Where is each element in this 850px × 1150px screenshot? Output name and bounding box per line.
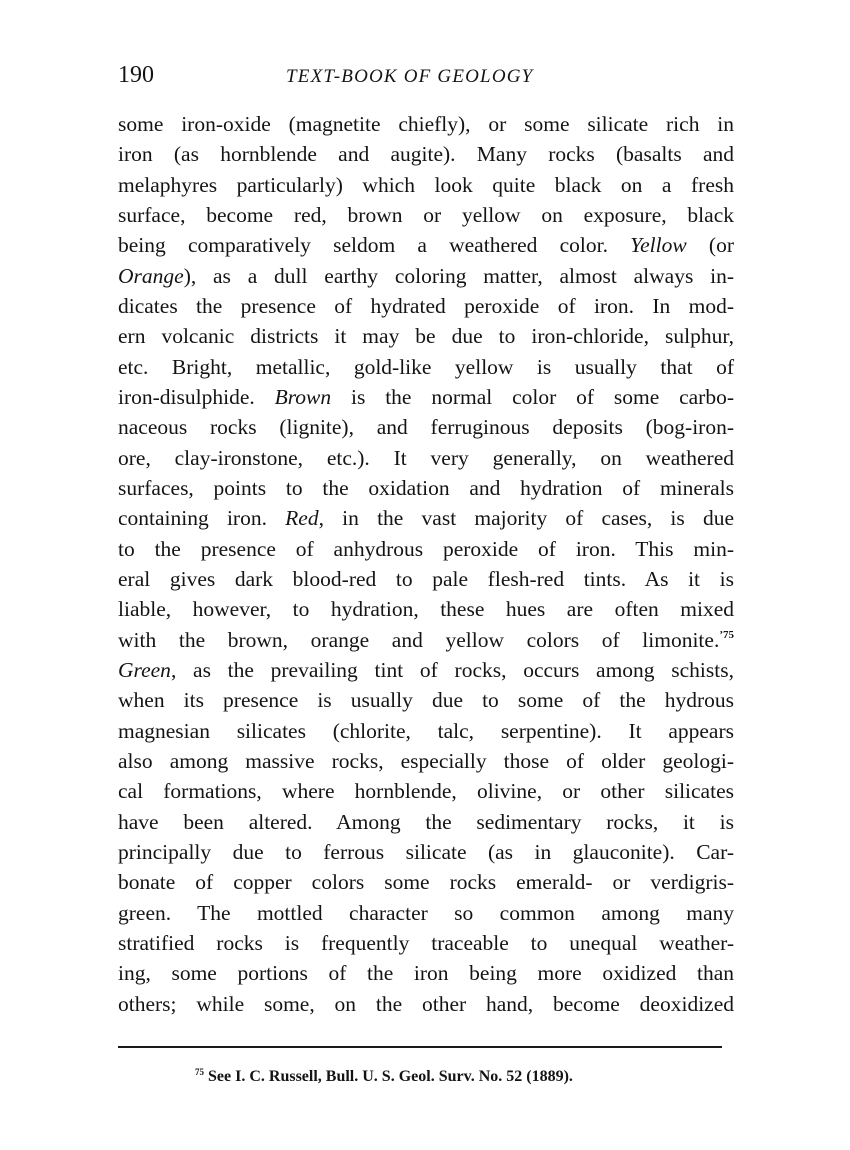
text-line [118, 776, 734, 806]
footnote [195, 1066, 573, 1088]
text-line [118, 928, 734, 958]
text-line [118, 109, 734, 139]
text-segment: with the brown, orange and yellow colors of limonite. [118, 627, 720, 652]
text-line [118, 534, 734, 564]
text-segment: magnesian silicates (chlorite, talc, serpentine). It appears [118, 718, 734, 743]
running-head: TEXT-BOOK OF GEOLOGY [286, 66, 534, 87]
text-line [118, 989, 734, 1019]
text-segment: containing iron. [118, 506, 286, 531]
text-line [118, 594, 734, 624]
text-segment: green. The mottled character so common among many [118, 900, 734, 925]
text-line [118, 139, 734, 169]
text-segment: being comparatively seldom a weathered color. [118, 233, 631, 258]
text-segment: surface, become red, brown or yellow on exposure, black [118, 202, 734, 227]
footnote-rule [118, 1046, 722, 1048]
text-segment: etc. Bright, metallic, gold-like yellow is usually that of [118, 354, 734, 379]
text-segment: have been altered. Among the sedimentary rocks, it is [118, 809, 734, 834]
text-line [118, 230, 734, 260]
text-line [118, 564, 734, 594]
text-line [118, 443, 734, 473]
text-line [118, 170, 734, 200]
text-segment: eral gives dark blood-red to pale flesh-red tints. As it is [118, 566, 734, 591]
text-segment: cal formations, where hornblende, olivine, or other silicates [118, 779, 734, 804]
text-line [118, 655, 734, 685]
text-segment: ing, some portions of the iron being more oxidized than [118, 961, 734, 986]
italic-term: Green [118, 657, 171, 682]
text-segment: iron (as hornblende and augite). Many rocks (basalts and [118, 142, 734, 167]
body-text [118, 109, 734, 1019]
text-line [118, 352, 734, 382]
text-segment: some iron-oxide (magnetite chiefly), or some silicate rich in [118, 112, 734, 136]
italic-term: Orange [118, 263, 184, 288]
text-segment: melaphyres particularly) which look quite black on a fresh [118, 172, 734, 197]
text-line [118, 261, 734, 291]
text-segment: principally due to ferrous silicate (as in glauconite). Car- [118, 839, 734, 864]
text-segment: others; while some, on the other hand, become deoxidized [118, 991, 734, 1016]
text-line [118, 898, 734, 928]
text-segment: is the normal color of some carbo- [331, 384, 734, 409]
text-line [118, 685, 734, 715]
text-segment: when its presence is usually due to some of the hydrous [118, 688, 734, 713]
text-line [118, 746, 734, 776]
text-segment: stratified rocks is frequently traceable to unequal weather- [118, 930, 734, 955]
text-segment: also among massive rocks, especially those of older geologi- [118, 748, 734, 773]
text-segment: liable, however, to hydration, these hues are often mixed [118, 597, 734, 622]
text-segment: , in the vast majority of cases, is due [318, 506, 735, 531]
text-line [118, 200, 734, 230]
footnote-reference: ’75 [719, 628, 734, 641]
text-segment: , as the prevailing tint of rocks, occurs among schists, [170, 657, 734, 682]
text-line [118, 291, 734, 321]
text-line [118, 473, 734, 503]
text-segment: ern volcanic districts it may be due to iron-chloride, sulphur, [118, 324, 734, 349]
text-segment: ), as a dull earthy coloring matter, almost always in- [183, 263, 734, 288]
text-line [118, 958, 734, 988]
text-segment: (or [686, 233, 734, 258]
italic-term: Brown [274, 384, 332, 409]
footnote-text: See I. C. Russell, Bull. U. S. Geol. Surv. No. 52 (1889). [208, 1068, 573, 1085]
text-segment: naceous rocks (lignite), and ferruginous deposits (bog-iron- [118, 415, 734, 440]
page-header [118, 60, 738, 90]
text-line [118, 716, 734, 746]
italic-term: Yellow [630, 233, 687, 258]
text-segment: surfaces, points to the oxidation and hydration of minerals [118, 475, 734, 500]
italic-term: Red [285, 506, 319, 531]
footnote-mark: 75 [195, 1067, 204, 1077]
text-segment: to the presence of anhydrous peroxide of iron. This min- [118, 536, 734, 561]
page-number: 190 [118, 62, 154, 88]
text-segment: iron-disulphide. [118, 384, 275, 409]
text-segment: bonate of copper colors some rocks emerald- or verdigris- [118, 870, 734, 895]
text-segment: dicates the presence of hydrated peroxide of iron. In mod- [118, 293, 734, 318]
text-line [118, 412, 734, 442]
text-segment: ore, clay-ironstone, etc.). It very generally, on weathered [118, 445, 734, 470]
text-line [118, 503, 734, 533]
text-line [118, 382, 734, 412]
text-line [118, 867, 734, 897]
text-line [118, 807, 734, 837]
text-line [118, 837, 734, 867]
text-line [118, 625, 734, 655]
text-line [118, 321, 734, 351]
